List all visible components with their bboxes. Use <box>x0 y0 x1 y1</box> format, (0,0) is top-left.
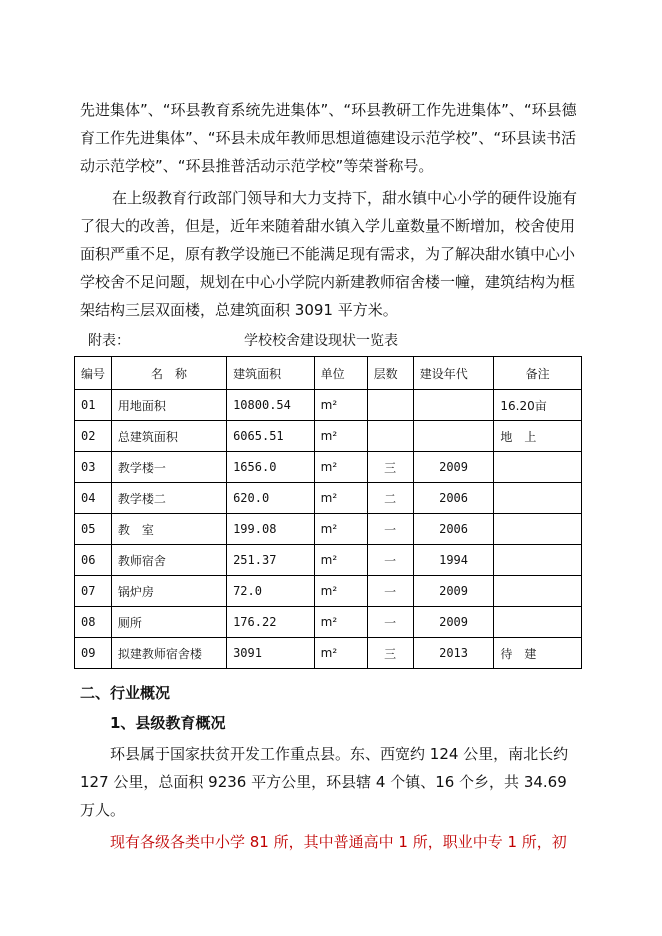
row-area: 6065.51 <box>227 421 315 452</box>
row-name: 教学楼二 <box>111 483 226 514</box>
row-unit: m² <box>314 607 367 638</box>
header-remarks: 备注 <box>494 357 582 390</box>
row-remarks <box>494 576 582 607</box>
background-paragraph: 在上级教育行政部门领导和大力支持下，甜水镇中心小学的硬件设施有了很大的改善，但是，近年来随着甜水镇入学儿童数量不断增加，校舍使用面积严重不足，原有教学设施已不能满足现有需求，为了解决甜水镇中心小学校舍不足问题，规划在中心小学院内新建教师宿舍楼一幢，建筑结构为框架结构三层双面楼，总建筑面积 3091 平方米。 <box>80 189 578 319</box>
table-caption-label: 附表： <box>88 333 130 349</box>
table-caption-title: 学校校舍建设现状一览表 <box>244 333 398 349</box>
table-row <box>75 514 582 545</box>
row-unit: m² <box>314 576 367 607</box>
row-area: 199.08 <box>227 514 315 545</box>
row-year <box>413 390 494 421</box>
header-number: 编号 <box>75 357 112 390</box>
row-floors: 三 <box>367 638 413 669</box>
row-floors: 三 <box>367 452 413 483</box>
row-unit: m² <box>314 638 367 669</box>
row-number: 05 <box>75 514 112 545</box>
row-unit: m² <box>314 421 367 452</box>
row-unit: m² <box>314 514 367 545</box>
header-floors: 层数 <box>367 357 413 390</box>
table-row <box>75 607 582 638</box>
row-number: 03 <box>75 452 112 483</box>
row-remarks <box>494 607 582 638</box>
schools-count-paragraph: 现有各级各类中小学 81 所，其中普通高中 1 所，职业中专 1 所，初 <box>110 833 567 851</box>
header-name: 名 称 <box>111 357 226 390</box>
row-year: 2009 <box>413 452 494 483</box>
row-floors: 二 <box>367 483 413 514</box>
row-name: 总建筑面积 <box>111 421 226 452</box>
table-header-row <box>75 357 582 390</box>
row-number: 04 <box>75 483 112 514</box>
header-unit: 单位 <box>314 357 367 390</box>
row-number: 07 <box>75 576 112 607</box>
row-remarks <box>494 545 582 576</box>
row-number: 06 <box>75 545 112 576</box>
row-year: 2009 <box>413 576 494 607</box>
row-area: 1656.0 <box>227 452 315 483</box>
row-remarks: 地 上 <box>494 421 582 452</box>
row-area: 3091 <box>227 638 315 669</box>
school-buildings-table <box>74 356 582 669</box>
row-unit: m² <box>314 390 367 421</box>
header-area: 建筑面积 <box>227 357 315 390</box>
subsection-heading: 1、县级教育概况 <box>110 714 226 732</box>
row-name: 拟建教师宿舍楼 <box>111 638 226 669</box>
row-floors: 一 <box>367 514 413 545</box>
county-overview-paragraph: 环县属于国家扶贫开发工作重点县。东、西宽约 124 公里，南北长约127 公里，总面积 9236 平方公里，环县辖 4 个镇、16 个乡，共 34.69 万人。 <box>80 745 569 819</box>
row-area: 176.22 <box>227 607 315 638</box>
row-year: 2009 <box>413 607 494 638</box>
row-number: 02 <box>75 421 112 452</box>
row-area: 251.37 <box>227 545 315 576</box>
row-floors: 一 <box>367 607 413 638</box>
row-floors: 一 <box>367 576 413 607</box>
row-unit: m² <box>314 452 367 483</box>
row-name: 教学楼一 <box>111 452 226 483</box>
table-row <box>75 545 582 576</box>
row-remarks <box>494 452 582 483</box>
row-year: 1994 <box>413 545 494 576</box>
row-remarks <box>494 483 582 514</box>
header-year: 建设年代 <box>413 357 494 390</box>
row-remarks: 16.20亩 <box>494 390 582 421</box>
table-row <box>75 452 582 483</box>
row-floors <box>367 390 413 421</box>
table-row <box>75 421 582 452</box>
row-number: 09 <box>75 638 112 669</box>
table-row <box>75 638 582 669</box>
row-remarks <box>494 514 582 545</box>
row-remarks: 待 建 <box>494 638 582 669</box>
row-year: 2006 <box>413 514 494 545</box>
row-year <box>413 421 494 452</box>
row-floors: 一 <box>367 545 413 576</box>
row-year: 2006 <box>413 483 494 514</box>
honors-paragraph: 先进集体”、“环县教育系统先进集体”、“环县教研工作先进集体”、“环县德育工作先进集体”、“环县未成年教师思想道德建设示范学校”、“环县读书活动示范学校”、“环县推普活动示范学校”等荣誉称号。 <box>80 101 577 175</box>
row-name: 用地面积 <box>111 390 226 421</box>
row-name: 厕所 <box>111 607 226 638</box>
row-area: 72.0 <box>227 576 315 607</box>
section-heading: 二、行业概况 <box>80 684 171 702</box>
row-number: 08 <box>75 607 112 638</box>
table-row <box>75 483 582 514</box>
row-floors <box>367 421 413 452</box>
row-name: 锅炉房 <box>111 576 226 607</box>
row-area: 10800.54 <box>227 390 315 421</box>
table-row <box>75 390 582 421</box>
row-unit: m² <box>314 483 367 514</box>
row-name: 教师宿舍 <box>111 545 226 576</box>
row-year: 2013 <box>413 638 494 669</box>
row-name: 教 室 <box>111 514 226 545</box>
row-number: 01 <box>75 390 112 421</box>
table-row <box>75 576 582 607</box>
row-area: 620.0 <box>227 483 315 514</box>
row-unit: m² <box>314 545 367 576</box>
